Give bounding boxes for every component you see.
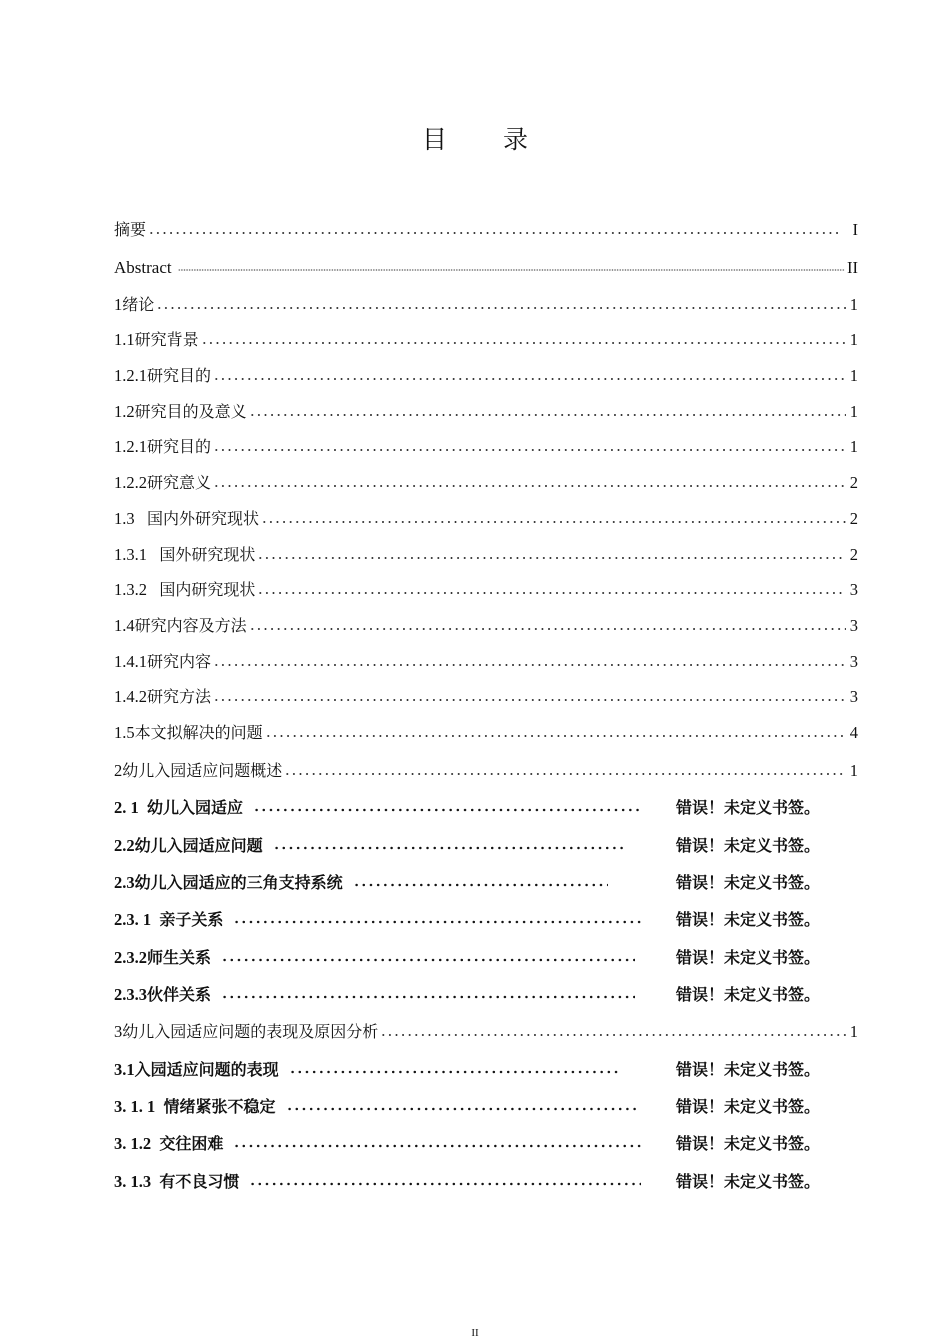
toc-entry-number: 1.2.1 [114,437,147,456]
toc-entry-label: 有不良习惯 [159,1172,240,1191]
toc-entry[interactable] [114,501,858,529]
toc-entry-number: 1.4.1 [114,652,147,671]
toc-entry-label: 研究背景 [134,330,199,349]
dot-leader [249,413,846,417]
bookmark-error: 错误！未定义书签。 [676,1097,821,1116]
toc-entry-broken[interactable] [114,902,858,930]
toc-entry-broken[interactable] [114,1089,858,1117]
toc-entry[interactable] [114,1014,858,1042]
toc-entry-page: 1 [849,295,858,314]
toc-entry-label: 幼儿入园适应问题 [134,836,263,855]
toc-entry-label: 研究目的及意义 [134,402,247,421]
toc-entry-label: 幼儿入园适应的三角支持系统 [134,873,343,892]
toc-entry[interactable] [114,358,858,386]
toc-entry[interactable] [114,679,858,707]
toc-entry[interactable] [114,394,858,422]
dot-leader [213,663,846,667]
bookmark-error: 错误！未定义书签。 [676,948,821,967]
toc-entry-label: 国内外研究现状 [147,509,260,528]
toc-entry-number: 1.4.2 [114,687,147,706]
dot-leader [286,1107,636,1111]
toc-entry-label: 交往困难 [159,1134,224,1153]
toc-entry-broken[interactable] [114,865,858,893]
toc-entry-label: 幼儿入园适应问题概述 [122,761,283,780]
toc-entry-number: 2 [114,761,123,780]
dot-leader [257,591,846,595]
toc-entry-label: 研究目的 [147,437,212,456]
toc-entry[interactable] [114,322,858,350]
toc-entry-number: 3. 1.2 [114,1134,160,1153]
toc-entry-label: 研究内容及方法 [134,616,247,635]
dot-leader [221,995,635,999]
toc-entry-number: 2.2 [114,836,135,855]
toc-entry-label: 情绪紧张不稳定 [163,1097,276,1116]
toc-entry-label: 研究目的 [147,366,212,385]
toc-entry-number: 3. 1. 1 [114,1097,164,1116]
toc-entry[interactable] [114,537,858,565]
toc-entry-page: I [852,220,858,239]
toc-entry[interactable] [114,429,858,457]
toc-entry-page: 4 [849,723,858,742]
toc-entry-number: 2.3 [114,873,135,892]
toc-entry-page: 1 [849,330,858,349]
toc-entry-abstract-cn[interactable] [114,212,858,240]
dot-leader [249,627,846,631]
toc-entry-label: 绪论 [122,295,155,314]
toc-entry-broken[interactable] [114,1126,858,1154]
dot-leader [265,734,846,738]
dot-leader [233,920,645,924]
toc-entry-number: 3.1 [114,1060,135,1079]
bookmark-error: 错误！未定义书签。 [676,1060,821,1079]
toc-entry-number: 1.1 [114,330,135,349]
toc-entry-label: 本文拟解决的问题 [134,723,263,742]
toc-entry-number: 1.4 [114,616,135,635]
dot-leader [213,484,846,488]
toc-entry-label: 国内研究现状 [159,580,256,599]
toc-entry-broken[interactable] [114,940,858,968]
toc-entry-number: 1.5 [114,723,135,742]
dot-leader [380,1033,846,1037]
toc-entry-number: 1 [114,295,123,314]
dot-leader [221,958,635,962]
dot-leader [261,520,846,524]
toc-entry-label: 亲子关系 [159,910,224,929]
dot-leader [213,448,846,452]
toc-entry-page: 1 [849,437,858,456]
toc-entry[interactable] [114,572,858,600]
toc-entry-number: 2. 1 [114,798,147,817]
toc-entry-broken[interactable] [114,828,858,856]
toc-entry-label: 国外研究现状 [159,545,256,564]
toc-entry[interactable] [114,287,858,315]
toc-entry-page: 1 [849,761,858,780]
toc-entry-page: 1 [849,402,858,421]
toc-entry-page: 2 [849,473,858,492]
toc-entry-number: 2.3.2 [114,948,147,967]
toc-entry-page: 1 [849,366,858,385]
toc-entry-page: 1 [849,1022,858,1041]
toc-entry[interactable] [114,753,858,781]
toc-entry-label: 幼儿入园适应 [147,798,244,817]
toc-entry-number: 1.3.2 [114,580,160,599]
toc-entry-number: 2.3.3 [114,985,147,1004]
toc-entry-label: Abstract [114,258,172,277]
toc-entry[interactable] [114,465,858,493]
toc-entry-number: 1.2 [114,402,135,421]
bookmark-error: 错误！未定义书签。 [676,798,821,817]
dot-leader [178,268,845,272]
toc-entry-number: 3. 1.3 [114,1172,160,1191]
toc-entry-label: 师生关系 [147,948,212,967]
toc-entry-number: 1.2.1 [114,366,147,385]
toc-entry-broken[interactable] [114,1164,858,1192]
bookmark-error: 错误！未定义书签。 [676,1134,821,1153]
bookmark-error: 错误！未定义书签。 [676,873,821,892]
bookmark-error: 错误！未定义书签。 [676,910,821,929]
toc-entry[interactable] [114,715,858,743]
toc-entry-broken[interactable] [114,1052,858,1080]
dot-leader [148,231,838,235]
toc-entry-number: 3 [114,1022,123,1041]
toc-entry-number: 1.3.1 [114,545,160,564]
toc-entry-page: 2 [849,509,858,528]
toc-entry-label: 幼儿入园适应问题的表现及原因分析 [122,1022,379,1041]
toc-entry-page: 3 [849,687,858,706]
toc-entry[interactable] [114,608,858,636]
toc-title: 目 录 [422,125,552,154]
dot-leader [213,377,846,381]
dot-leader [249,1182,641,1186]
toc-entry[interactable] [114,644,858,672]
toc-entry-broken[interactable] [114,977,858,1005]
dot-leader [273,846,625,850]
toc-entry-number: 1.3 [114,509,147,528]
toc-entry-label: 摘要 [114,220,147,239]
dot-leader [284,772,846,776]
bookmark-error: 错误！未定义书签。 [676,1172,821,1191]
dot-leader [233,1144,643,1148]
toc-entry-broken[interactable] [114,790,858,818]
toc-entry-page: II [847,258,858,277]
toc-entry-page: 3 [849,652,858,671]
toc-entry-label: 研究内容 [147,652,212,671]
dot-leader [156,306,846,310]
dot-leader [253,808,641,812]
dot-leader [257,556,846,560]
dot-leader [289,1070,621,1074]
toc-entry-page: 3 [849,580,858,599]
toc-entry-page: 3 [849,616,858,635]
toc-entry-label: 研究意义 [147,473,212,492]
toc-entry-label: 伙伴关系 [147,985,212,1004]
toc-entry-label: 研究方法 [147,687,212,706]
bookmark-error: 错误！未定义书签。 [676,836,821,855]
toc-entry-number: 2.3. 1 [114,910,160,929]
toc-entry-label: 入园适应问题的表现 [134,1060,279,1079]
toc-entry-page: 2 [849,545,858,564]
dot-leader [213,698,846,702]
toc-entry-number: 1.2.2 [114,473,147,492]
dot-leader [353,883,608,887]
toc-entry-abstract-en[interactable] [114,250,858,278]
bookmark-error: 错误！未定义书签。 [676,985,821,1004]
dot-leader [201,341,846,345]
page-number: II [471,1327,479,1339]
